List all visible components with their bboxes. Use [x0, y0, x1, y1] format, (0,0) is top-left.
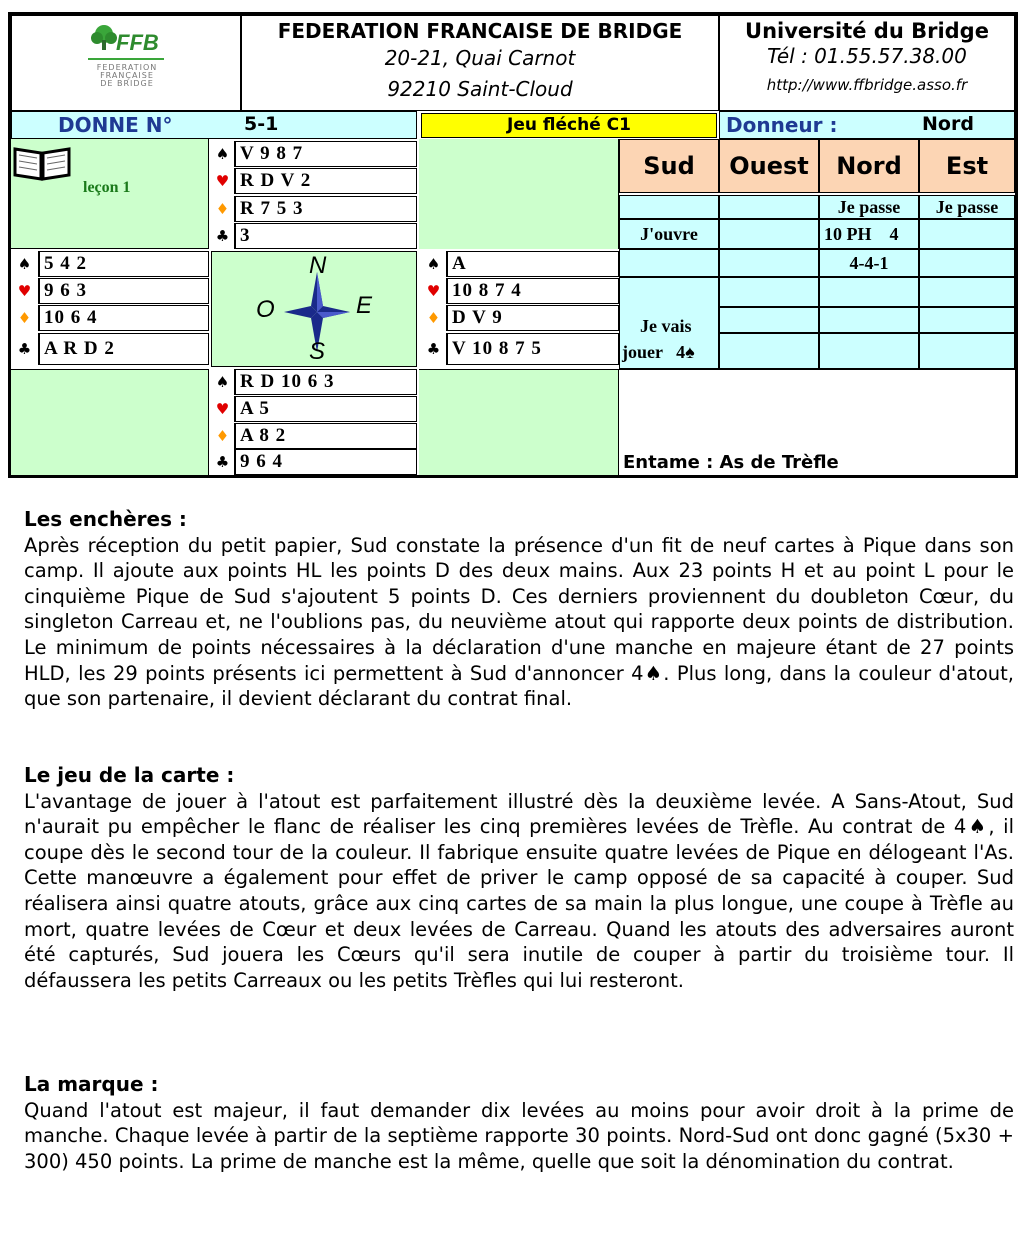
south-clubs: 9 6 4: [235, 449, 417, 475]
north-diamonds-row: [211, 196, 417, 222]
donneur-label: Donneur :: [726, 113, 838, 137]
section-body: L'avantage de jouer à l'atout est parfaitement illustré dès la deuxième levée. A Sans-Atout, Sud n'aurait pu empêcher le flanc de réaliser les cinq premières levées de Trèfle. Au contrat de 4♠, il coupe dès le second tour de la couleur. Il fabrique ensuite quatre levées de Pique en délogeant l'As. Cette manœuvre a également pour effet de priver le camp opposé de sa capacité à couper. Sud réalisera ainsi quatre atouts, grâce aux cinq cartes de sa main la plus longue, une coupe à Trèfle au mort, quatre levées de Cœur et deux levées de Carreau. Quand les atouts des adversaires auront été capturés, Sud jouera les Cœurs qu'il sera inutile de couper à partir du troisième tour. Il défaussera les petits Carreaux ou les petits Trèfles qui lui resteront.: [24, 789, 1014, 992]
south-open: J'ouvre: [619, 219, 719, 249]
club-icon: ♣: [211, 223, 235, 249]
south-hearts: A 5: [235, 396, 417, 422]
west-spades: 5 4 2: [39, 251, 209, 277]
bid-cell: [719, 249, 819, 277]
north-bid-line1: 10 PH 4: [819, 219, 919, 249]
club-icon: ♣: [211, 449, 235, 475]
west-clubs-row: [11, 333, 209, 365]
section-title: Le jeu de la carte :: [24, 763, 235, 787]
phone-number: Tél : 01.55.57.38.00: [767, 44, 967, 68]
logo-caption: FEDERATION FRANÇAISE DE BRIDGE: [96, 63, 158, 88]
donne-label: DONNE N°: [58, 113, 173, 137]
south-diamonds: A 8 2: [235, 423, 417, 449]
south-spades-row: [211, 369, 417, 395]
bid-header-est: Est: [919, 139, 1015, 193]
bid-cell: [819, 307, 919, 333]
diamond-icon: ♦: [211, 196, 235, 222]
diamond-icon: ♦: [211, 423, 235, 449]
donneur-value: Nord: [922, 113, 974, 135]
compass-east-label: E: [356, 292, 373, 319]
south-hearts-row: [211, 396, 417, 422]
lead-box: [619, 369, 1015, 475]
bid-cell: [919, 307, 1015, 333]
bid-cell: [719, 195, 819, 219]
south-plan-line2: jouer 4♠: [622, 342, 695, 362]
ne-empty-box: [419, 139, 619, 249]
lesson-label: leçon 1: [83, 179, 131, 196]
lesson-box: [11, 139, 209, 249]
compass-box: [211, 251, 417, 367]
bid-cell: [719, 219, 819, 249]
east-spades: A: [447, 251, 619, 277]
south-clubs-row: [211, 449, 417, 475]
bid-cell: [819, 277, 919, 307]
deal-sheet: [8, 12, 1018, 478]
west-clubs: A R D 2: [39, 333, 209, 365]
spade-icon: ♠: [211, 141, 235, 167]
bid-cell: [819, 333, 919, 369]
east-diamonds-row: [421, 305, 619, 331]
south-spades: R D 10 6 3: [235, 369, 417, 395]
west-hearts: 9 6 3: [39, 278, 209, 304]
heart-icon: ♥: [211, 396, 235, 422]
west-hearts-row: [11, 278, 209, 304]
bid-header-sud: Sud: [619, 139, 719, 193]
bid-cell: [919, 277, 1015, 307]
west-diamonds-row: [11, 305, 209, 331]
south-plan-line1: Je vais: [640, 316, 692, 336]
sw-empty-box: [11, 369, 209, 475]
game-title: Jeu fléché C1: [421, 113, 717, 138]
address-line1: 20-21, Quai Carnot: [384, 46, 576, 70]
section-encheres: [24, 507, 1014, 712]
west-spades-row: [11, 251, 209, 277]
section-title: Les enchères :: [24, 507, 187, 531]
se-empty-box: [419, 369, 619, 475]
north-clubs-row: [211, 223, 417, 249]
book-icon: [13, 143, 71, 181]
compass-west-label: O: [256, 296, 275, 323]
spade-icon: ♠: [211, 369, 235, 395]
bid-header-nord: Nord: [819, 139, 919, 193]
north-spades-row: [211, 141, 417, 167]
north-bid-line2: 4-4-1: [819, 249, 919, 277]
federation-name: FEDERATION FRANCAISE DE BRIDGE: [277, 19, 683, 43]
section-body: Après réception du petit papier, Sud constate la présence d'un fit de neuf cartes à Pique dans son camp. Il ajoute aux points HL les points D des deux mains. Aux 23 points H et au point L pour le cinquième Pique de Sud s'ajoutent 5 points D. Ces derniers proviennent du doubleton Cœur, du singleton Carreau et, ne l'oublions pas, du neuvième atout qui rapporte deux points de distribution. Le minimum de points nécessaires à la déclaration d'une manche en majeure étant de 27 points HLD, les 29 points présents ici permettent à Sud d'annoncer 4♠. Plus long, dans la couleur d'atout, que son partenaire, il devient déclarant du contrat final.: [24, 533, 1014, 711]
east-pass: Je passe: [919, 195, 1015, 219]
east-hearts: 10 8 7 4: [447, 278, 619, 304]
south-diamonds-row: [211, 423, 417, 449]
federation-box: [241, 15, 719, 111]
section-marque: [24, 1072, 1014, 1174]
east-diamonds: D V 9: [447, 305, 619, 331]
spade-icon: ♠: [11, 251, 39, 277]
heart-icon: ♥: [211, 168, 235, 194]
east-clubs-row: [421, 333, 619, 365]
heart-icon: ♥: [421, 278, 447, 304]
club-icon: ♣: [11, 333, 39, 365]
bid-cell: [919, 249, 1015, 277]
tree-icon: [90, 24, 118, 50]
bid-cell: [619, 249, 719, 277]
north-hearts: R D V 2: [235, 168, 417, 194]
university-box: [719, 15, 1015, 111]
ffb-logo-box: [11, 15, 241, 111]
compass-north-label: N: [309, 252, 327, 279]
logo-divider: [88, 58, 164, 60]
address-line2: 92210 Saint-Cloud: [387, 77, 573, 101]
diamond-icon: ♦: [11, 305, 39, 331]
opening-lead: Entame : As de Trèfle: [623, 452, 839, 473]
section-body: Quand l'atout est majeur, il faut demander dix levées au moins pour avoir droit à la prime de manche. Chaque levée à partir de la septième rapporte 30 points. Nord-Sud ont donc gagné (5x30 + 300) 450 points. La prime de manche est la même, quelle que soit la dénomination du contrat.: [24, 1098, 1014, 1173]
bid-cell: [719, 307, 819, 333]
north-clubs: 3: [235, 223, 417, 249]
east-clubs: V 10 8 7 5: [447, 333, 619, 365]
spade-icon: ♠: [421, 251, 447, 277]
north-hearts-row: [211, 168, 417, 194]
section-jeu-carte: [24, 763, 1014, 993]
donne-number: 5-1: [244, 113, 279, 135]
heart-icon: ♥: [11, 278, 39, 304]
bid-cell: [719, 277, 819, 307]
compass-south-label: S: [309, 338, 326, 365]
donneur-bar: [719, 111, 1015, 139]
university-name: Université du Bridge: [745, 19, 989, 43]
west-diamonds: 10 6 4: [39, 305, 209, 331]
website-link[interactable]: http://www.ffbridge.asso.fr: [766, 76, 968, 94]
north-pass: Je passe: [819, 195, 919, 219]
bid-cell: [919, 333, 1015, 369]
bid-header-ouest: Ouest: [719, 139, 819, 193]
north-diamonds: R 7 5 3: [235, 196, 417, 222]
bid-cell: [619, 195, 719, 219]
logo-text: FFB: [116, 30, 159, 55]
east-spades-row: [421, 251, 619, 277]
club-icon: ♣: [421, 333, 447, 365]
section-title: La marque :: [24, 1072, 159, 1096]
north-spades: V 9 8 7: [235, 141, 417, 167]
diamond-icon: ♦: [421, 305, 447, 331]
east-hearts-row: [421, 278, 619, 304]
south-plan-cell: [619, 277, 719, 369]
donne-bar: [11, 111, 417, 139]
bid-cell: [719, 333, 819, 369]
bid-cell: [919, 219, 1015, 249]
